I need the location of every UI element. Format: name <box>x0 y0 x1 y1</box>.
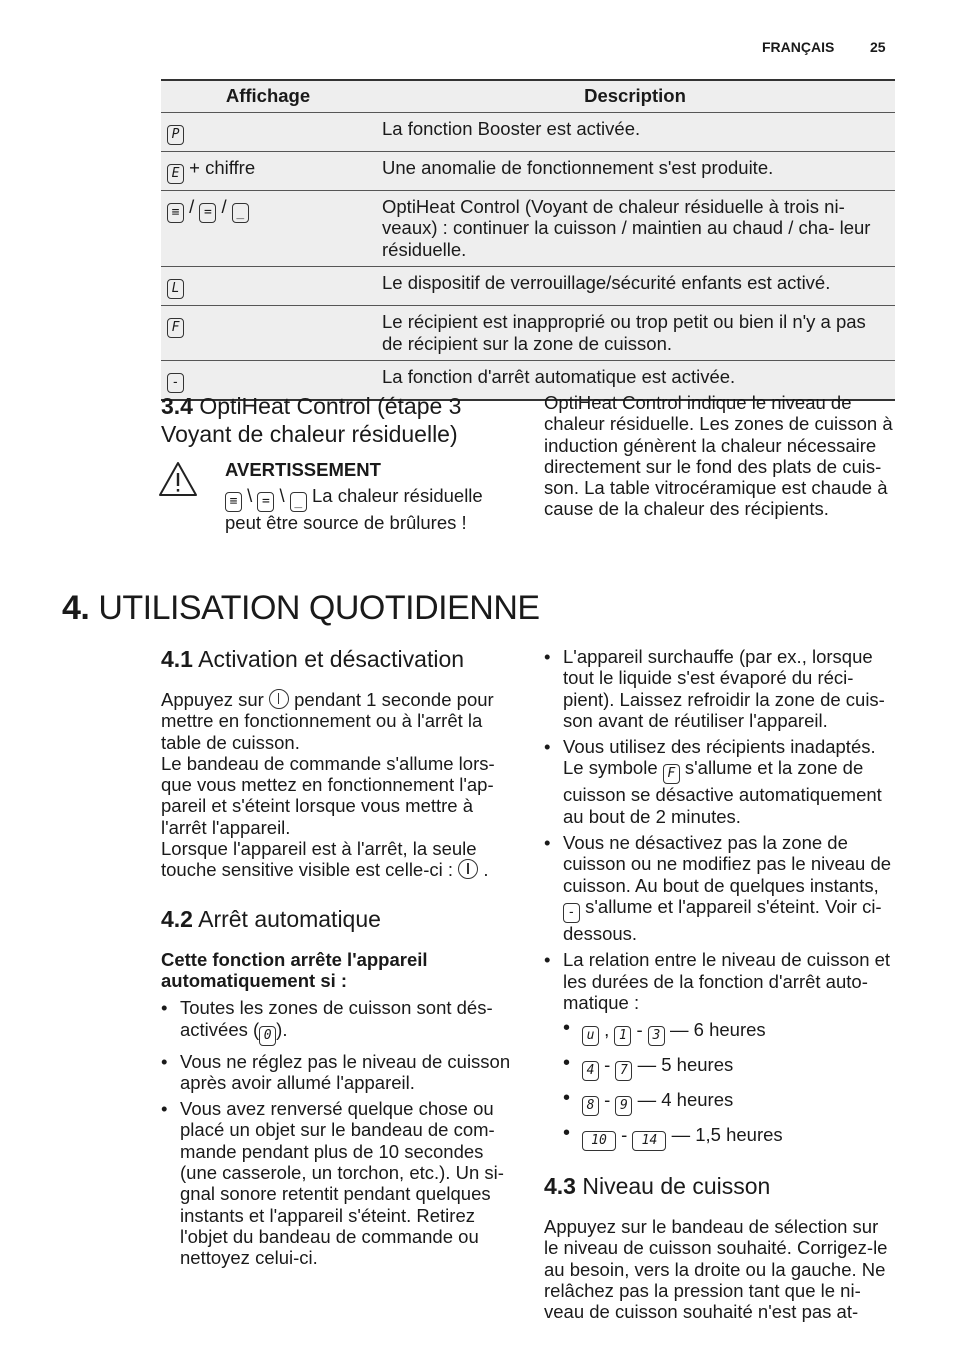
chapter-title: 4. UTILISATION QUOTIDIENNE <box>62 589 540 627</box>
level-symbol-icon: 1 <box>614 1026 631 1046</box>
table-cell-description: Une anomalie de fonctionnement s'est produite. <box>375 151 895 190</box>
section-4-3-text: Appuyez sur le bandeau de sélection sur le niveau de cuisson souhaité. Corrigez-le au besoin, vers la droite ou la gauche. Ne relâchez pas la pression tant que le ni- veau de cuisson souhaité n'est pas at- <box>544 1216 888 1323</box>
auto-off-symbol-icon: - <box>167 373 184 393</box>
section-4-3-title: 4.3 Niveau de cuisson <box>544 1173 771 1200</box>
table-row <box>161 306 895 361</box>
booster-symbol-icon: P <box>167 125 184 145</box>
warning-triangle-icon <box>158 461 198 497</box>
pan-symbol-icon: F <box>167 318 184 338</box>
power-button-icon <box>269 689 289 709</box>
warning-text: ≡ \ = \ _ La chaleur résiduelle peut être source de brûlures ! <box>225 484 483 533</box>
display-table <box>161 79 895 401</box>
level-symbol-icon: 4 <box>582 1061 599 1081</box>
column-header-display: Affichage <box>161 80 375 112</box>
level-symbol-icon: 14 <box>632 1131 666 1151</box>
table-row: ≡ / = / _ OptiHeat Control (Voyant de chaleur résiduelle à trois ni- veaux) : continuer la cuisson / maintien au chaud / cha- leur résiduelle. <box>161 190 895 267</box>
column-header-description: Description <box>375 80 895 112</box>
level-duration-item: • 4 - 7 — 5 heures <box>563 1052 896 1082</box>
heat-level-3-icon: ≡ <box>167 203 184 223</box>
list-item: • L'appareil surchauffe (par ex., lorsque tout le liquide s'est évaporé du réci- pient). Laissez refroidir la zone de cuis- son avant de réutiliser l'appareil. <box>544 646 896 731</box>
list-item: • Vous utilisez des récipients inadaptés. Le symbole F s'allume et la zone de cuisson se désactive automatiquement au bout de 2 minutes. <box>544 736 896 827</box>
right-column <box>544 646 896 1323</box>
table-row <box>161 112 895 151</box>
heat-level-2-icon: = <box>257 492 274 512</box>
auto-off-conditions-list-continued <box>544 646 896 1152</box>
level-symbol-icon: 7 <box>615 1061 632 1081</box>
level-duration-item: • 10 - 14 — 1,5 heures <box>563 1122 896 1152</box>
heat-level-1-icon: _ <box>290 492 307 512</box>
page-number: 25 <box>870 39 886 55</box>
header-language: FRANÇAIS <box>762 39 835 55</box>
section-4-2-intro: Cette fonction arrête l'appareil automatiquement si : <box>161 948 428 991</box>
level-symbol-icon: 10 <box>582 1131 616 1151</box>
auto-off-symbol-icon: - <box>563 903 580 923</box>
list-item: • Vous avez renversé quelque chose ou placé un objet sur le bandeau de com- mande pendant plus de 10 secondes (une casserole, un torchon, etc.). Un si- gnal sonore retentit pendant quelques instants et l'appareil s'éteint. Retirez l'objet du bandeau de commande ou nettoyez celui-ci. <box>161 1098 516 1268</box>
section-4-2-title: 4.2 Arrêt automatique <box>161 905 381 932</box>
lock-symbol-icon: L <box>167 279 184 299</box>
level-symbol-icon: u <box>582 1026 599 1046</box>
heat-level-2-icon: = <box>199 203 216 223</box>
section-4-1-title: 4.1 Activation et désactivation <box>161 646 465 672</box>
auto-off-conditions-list <box>161 997 516 1268</box>
heat-level-3-icon: ≡ <box>225 492 242 512</box>
list-item: • Vous ne désactivez pas la zone de cuisson ou ne modifiez pas le niveau de cuisson. Au bout de quelques instants, - s'allume et l'appareil s'éteint. Voir ci- dessous. <box>544 832 896 944</box>
level-duration-item: • 8 - 9 — 4 heures <box>563 1087 896 1117</box>
warning-title: AVERTISSEMENT <box>225 459 381 480</box>
table-cell-description: Le récipient est inapproprié ou trop petit ou bien il n'y a pas de récipient sur la zone de cuisson. <box>375 306 895 361</box>
list-item: • La relation entre le niveau de cuisson et les durées de la fonction d'arrêt auto- matique : • u , 1 - 3 — 6 heures • 4 - 7 — 5 heures • 8 - 9 — 4 heures • 10 - 14 — 1,5 heures <box>544 949 896 1152</box>
level-symbol-icon: 3 <box>648 1026 665 1046</box>
left-column <box>161 645 516 1274</box>
table-row <box>161 151 895 190</box>
table-cell-description: OptiHeat Control (Voyant de chaleur résiduelle à trois ni- veaux) : continuer la cuisson / maintien au chaud / cha- leur résiduelle. <box>375 190 895 267</box>
zero-level-icon: 0 <box>259 1026 276 1046</box>
error-symbol-icon: E <box>167 164 184 184</box>
list-item: • Toutes les zones de cuisson sont dés- activées ( 0 ). <box>161 997 516 1045</box>
section-4-1-text: Appuyez sur pendant 1 seconde pour mettre en fonctionnement ou à l'arrêt la table de cuisson. Le bandeau de commande s'allume lors- que vous mettez en fonctionnement l'ap- pareil et s'éteint lorsque vous mettre à l'arrêt l'appareil. Lorsque l'appareil est à l'arrêt, la seule touche sensitive visible est celle-ci : . <box>161 689 495 881</box>
table-row <box>161 267 895 306</box>
level-symbol-icon: 8 <box>582 1096 599 1116</box>
optiheat-description: OptiHeat Control indique le niveau de chaleur résiduelle. Les zones de cuisson à induction génèrent la chaleur nécessaire directement sur le fond des plats de cuis- son. La table vitrocéramique est chaude à cause de la chaleur des récipients. <box>544 392 893 520</box>
table-cell-description: La fonction d'arrêt automatique est activée. <box>375 361 895 401</box>
power-button-icon <box>458 859 478 879</box>
list-item: • Vous ne réglez pas le niveau de cuisson après avoir allumé l'appareil. <box>161 1051 516 1094</box>
table-cell-description: La fonction Booster est activée. <box>375 112 895 151</box>
section-3-4-title: 3.4 OptiHeat Control (étape 3 Voyant de chaleur résiduelle) <box>161 393 462 447</box>
warning-block <box>225 459 525 533</box>
level-duration-list <box>563 1017 896 1152</box>
level-duration-item: • u , 1 - 3 — 6 heures <box>563 1017 896 1047</box>
heat-level-1-icon: _ <box>232 203 249 223</box>
pan-symbol-icon: F <box>663 764 680 784</box>
symbol-suffix: + chiffre <box>184 156 256 178</box>
table-cell-description: Le dispositif de verrouillage/sécurité enfants est activé. <box>375 267 895 306</box>
level-symbol-icon: 9 <box>615 1096 632 1116</box>
